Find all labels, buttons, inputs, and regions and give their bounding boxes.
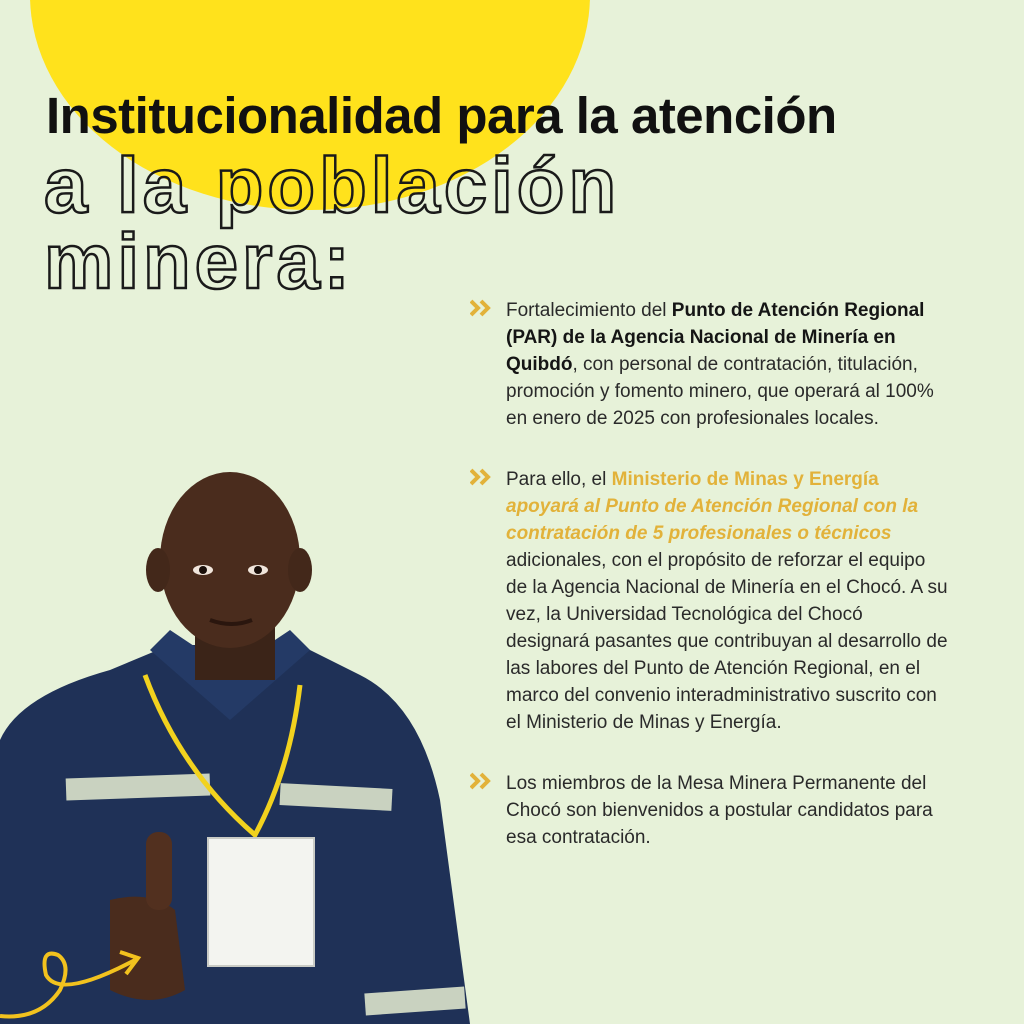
title-line-2: a la población [44, 141, 621, 229]
bullet-2-text-b: adicionales, con el propósito de reforzar el equipo de la Agencia Nacional de Minería en el Chocó. A su vez, la Universidad Tecnológica del Chocó designará pasantes que contribuyan al desarrollo de las labores del Punto de Atención Regional, en el marco del convenio interadministrativo suscrito con el Ministerio de Minas y Energía. [506, 550, 948, 733]
title-line-1: Institucionalidad para la atención [46, 87, 837, 144]
curved-arrow-icon [0, 930, 160, 1024]
bullet-2-text-a: Para ello, el [506, 469, 612, 490]
bullet-1-text-a: Fortalecimiento del [506, 300, 672, 321]
bullet-2-highlight-a: Ministerio de Minas y Energía [611, 469, 879, 490]
bullet-text-2 [506, 466, 950, 736]
bullet-item-3 [470, 770, 950, 851]
double-chevron-right-icon [470, 468, 492, 486]
bullet-text-1 [506, 297, 950, 432]
bullet-3-text: Los miembros de la Mesa Minera Permanente del Chocó son bienvenidos a postular candidatos para esa contratación. [506, 773, 933, 848]
title-line-3: minera: [44, 217, 354, 305]
bullet-1-bold: Punto de Atención Regional (PAR) de la Agencia Nacional de Minería en Quibdó [506, 300, 925, 375]
bullet-1-text-b: , con personal de contratación, titulación, promoción y fomento minero, que operará al 100% en enero de 2025 con profesionales locales. [506, 354, 934, 429]
bullet-text-3 [506, 770, 950, 851]
double-chevron-right-icon [470, 299, 492, 317]
bullet-list [470, 297, 950, 885]
bullet-item-2 [470, 466, 950, 736]
bullet-2-highlight-b: apoyará al Punto de Atención Regional con la contratación de 5 profesionales o técnicos [506, 496, 919, 544]
bullet-item-1 [470, 297, 950, 432]
double-chevron-right-icon [470, 772, 492, 790]
